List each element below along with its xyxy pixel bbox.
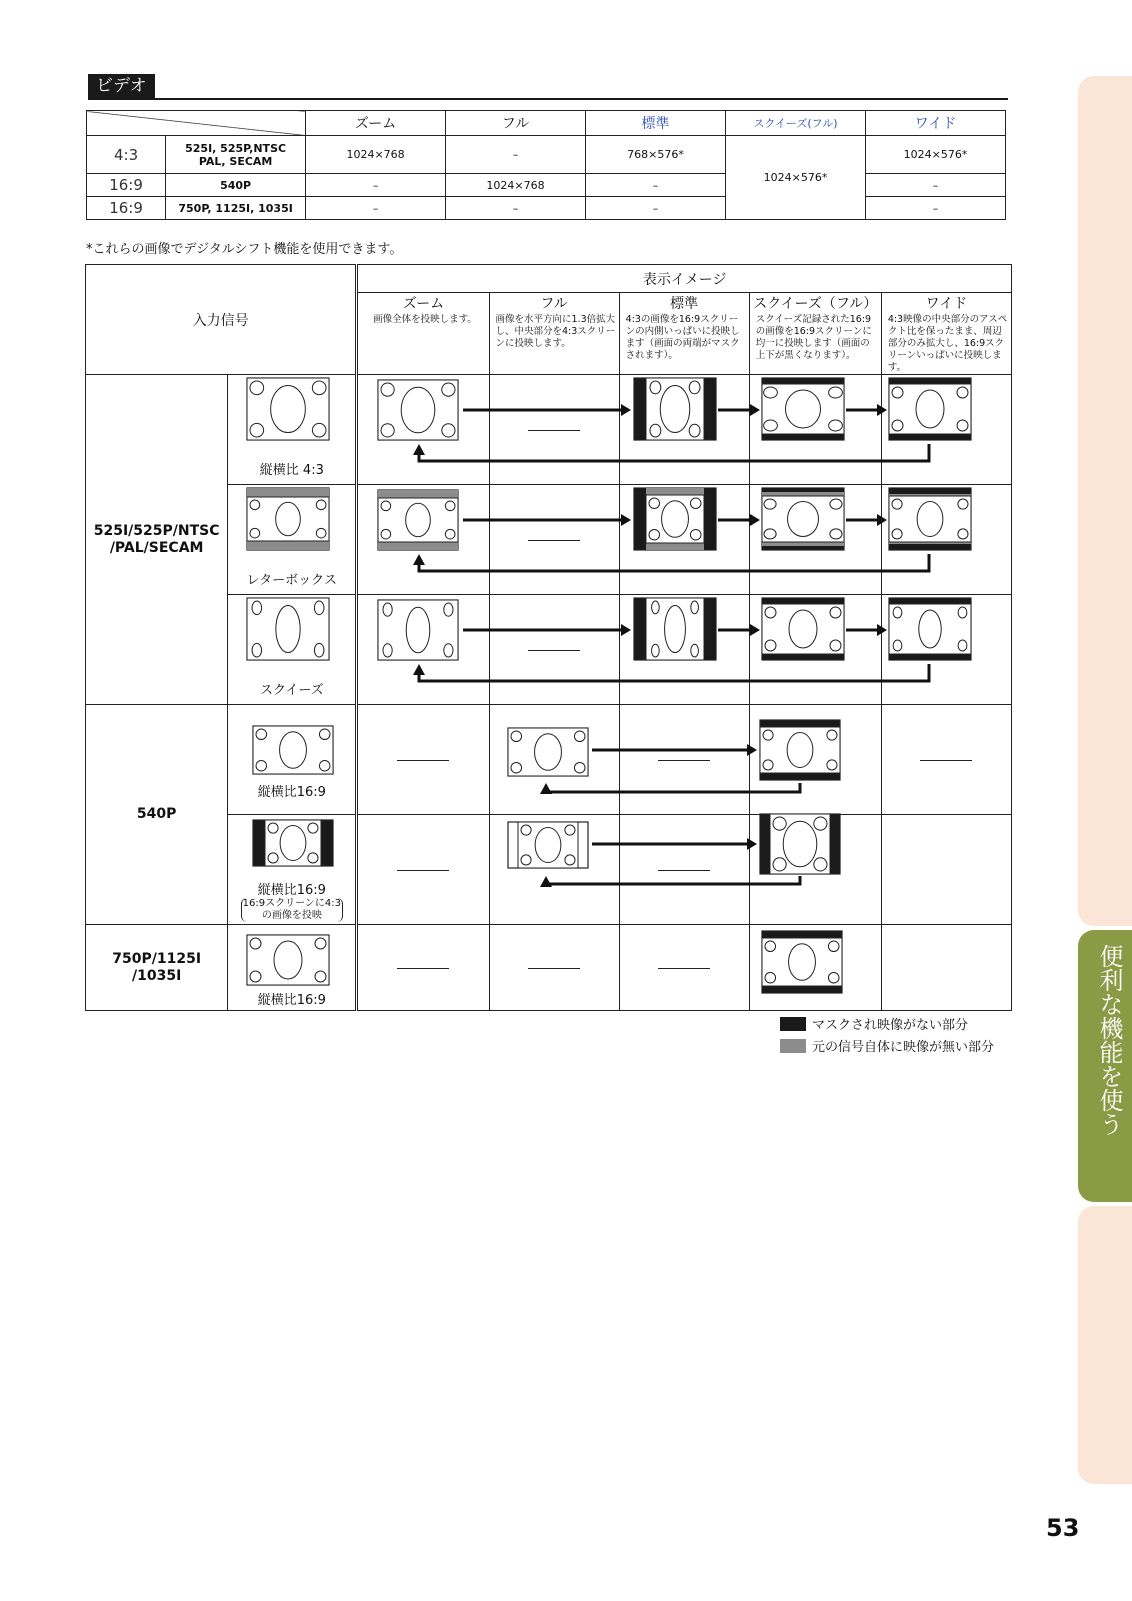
na-cell [619, 925, 749, 1011]
side-tab-label: 便利な機能を使う [1095, 944, 1123, 1136]
value-cell: – [446, 136, 586, 174]
display-image-table [85, 264, 1012, 1011]
table-row [86, 925, 1012, 1011]
value-cell: – [586, 174, 726, 197]
signal-cell: 750P, 1125I, 1035I [166, 197, 306, 220]
na-dash [658, 870, 710, 871]
ratio-cell: 16:9 [87, 197, 166, 220]
na-dash [658, 760, 710, 761]
source-caption: スクイーズ [259, 683, 324, 698]
source-cell [228, 925, 357, 1011]
na-dash [528, 650, 580, 651]
signal-cell: 525I, 525P,NTSC PAL, SECAM [166, 136, 306, 174]
image-cell [489, 815, 619, 925]
image-cell [357, 595, 489, 705]
ratio-cell: 16:9 [87, 174, 166, 197]
group-label-750p: 750P/1125I /1035I [86, 925, 228, 1011]
image-cell [619, 485, 749, 595]
na-cell [489, 375, 619, 485]
image-cell [881, 375, 1011, 485]
source-caption: 縦横比16:9 [257, 883, 326, 898]
col-header-zoom [357, 293, 489, 375]
legend-mask [780, 1014, 968, 1033]
input-signal-header: 入力信号 [86, 265, 357, 375]
res-header-standard: 標準 [586, 111, 726, 136]
na-cell [357, 925, 489, 1011]
display-image-header: 表示イメージ [357, 265, 1012, 293]
group-label-525: 525I/525P/NTSC /PAL/SECAM [86, 375, 228, 705]
col-title: スクイーズ（フル） [753, 296, 878, 312]
source-note: 16:9スクリーンに4:3の画像を投映 [242, 898, 341, 921]
na-dash [397, 760, 449, 761]
na-cell [489, 595, 619, 705]
res-header-zoom: ズーム [306, 111, 446, 136]
col-header-standard [619, 293, 749, 375]
table-row [86, 375, 1012, 485]
value-cell: – [306, 174, 446, 197]
section-heading: ビデオ [88, 74, 155, 98]
source-cell [228, 705, 357, 815]
col-title: フル [540, 296, 568, 312]
source-cell [228, 485, 357, 595]
source-cell [228, 595, 357, 705]
image-cell [749, 595, 881, 705]
side-tab-lower [1078, 1206, 1132, 1484]
image-cell [881, 595, 1011, 705]
source-caption: 縦横比16:9 [257, 785, 326, 800]
resolution-header-row [87, 111, 1006, 136]
footnote: *これらの画像でデジタルシフト機能を使用できます。 [86, 242, 403, 257]
image-cell [749, 375, 881, 485]
legend-mask-swatch [780, 1017, 806, 1031]
col-desc: 4:3映像の中央部分のアスペクト比を保ったまま、周辺部分のみ拡大し、16:9スクリーンいっぱいに投映します。 [887, 314, 1008, 373]
source-caption: 縦横比16:9 [257, 993, 326, 1008]
res-header-full: フル [446, 111, 586, 136]
value-cell: – [865, 197, 1005, 220]
value-cell: 1024×768 [446, 174, 586, 197]
res-header-squeeze: スクイーズ(フル) [725, 111, 865, 136]
col-desc: 画像を水平方向に1.3倍拡大し、中央部分を4:3スクリーンに投映します。 [495, 314, 616, 349]
col-title: ワイド [925, 296, 968, 312]
na-cell [881, 705, 1011, 815]
image-cell [881, 485, 1011, 595]
resolution-table [86, 110, 1006, 220]
na-dash [397, 968, 449, 969]
legend-no-signal-label: 元の信号自体に映像が無い部分 [812, 1040, 995, 1055]
legend-no-signal-swatch [780, 1039, 806, 1053]
empty-cell [881, 925, 1011, 1011]
empty-cell [881, 815, 1011, 925]
image-cell [357, 375, 489, 485]
squeeze-merged-cell: 1024×576* [725, 136, 865, 220]
na-cell [619, 705, 749, 815]
na-dash [528, 968, 580, 969]
image-cell [489, 705, 619, 815]
value-cell: – [306, 197, 446, 220]
col-desc: 画像全体を投映します。 [373, 314, 477, 325]
image-cell [749, 705, 881, 815]
na-dash [528, 430, 580, 431]
value-cell: 768×576* [586, 136, 726, 174]
value-cell: – [446, 197, 586, 220]
main-header-row [86, 265, 1012, 293]
side-tab-upper [1078, 76, 1132, 926]
image-cell [749, 815, 881, 925]
na-cell [489, 925, 619, 1011]
value-cell: – [865, 174, 1005, 197]
table-row [87, 136, 1006, 174]
value-cell: 1024×576* [865, 136, 1005, 174]
na-dash [658, 968, 710, 969]
col-title: ズーム [402, 296, 445, 312]
signal-cell: 540P [166, 174, 306, 197]
table-row [87, 174, 1006, 197]
na-dash [397, 870, 449, 871]
ratio-cell: 4:3 [87, 136, 166, 174]
page-number: 53 [1046, 1514, 1080, 1542]
legend-mask-label: マスクされ映像がない部分 [812, 1018, 969, 1033]
col-desc: 4:3の画像を16:9スクリーンの内側いっぱいに投映します（画面の両端がマスクされます）。 [625, 314, 740, 361]
corner-cell [87, 111, 306, 136]
na-cell [357, 705, 489, 815]
table-row [86, 705, 1012, 815]
value-cell: – [586, 197, 726, 220]
na-cell [619, 815, 749, 925]
image-cell [749, 485, 881, 595]
col-title: 標準 [670, 296, 699, 312]
res-header-wide: ワイド [865, 111, 1005, 136]
na-dash [528, 540, 580, 541]
image-cell [357, 485, 489, 595]
col-header-squeeze [749, 293, 881, 375]
source-caption: レターボックス [246, 573, 338, 588]
col-desc: スクイーズ記録された16:9の画像を16:9スクリーンに均一に投映します（画面の上下が黒くなります）。 [755, 314, 872, 361]
col-header-full [489, 293, 619, 375]
heading-underline [88, 98, 1008, 100]
value-cell: 1024×768 [306, 136, 446, 174]
na-dash [920, 760, 972, 761]
na-cell [357, 815, 489, 925]
image-cell [749, 925, 881, 1011]
image-cell [619, 375, 749, 485]
table-row [87, 197, 1006, 220]
source-cell [228, 375, 357, 485]
group-label-540p: 540P [86, 705, 228, 925]
na-cell [489, 485, 619, 595]
col-header-wide [881, 293, 1011, 375]
source-cell [228, 815, 357, 925]
source-caption: 縦横比 4:3 [259, 463, 324, 478]
legend-no-signal [780, 1036, 994, 1055]
image-cell [619, 595, 749, 705]
